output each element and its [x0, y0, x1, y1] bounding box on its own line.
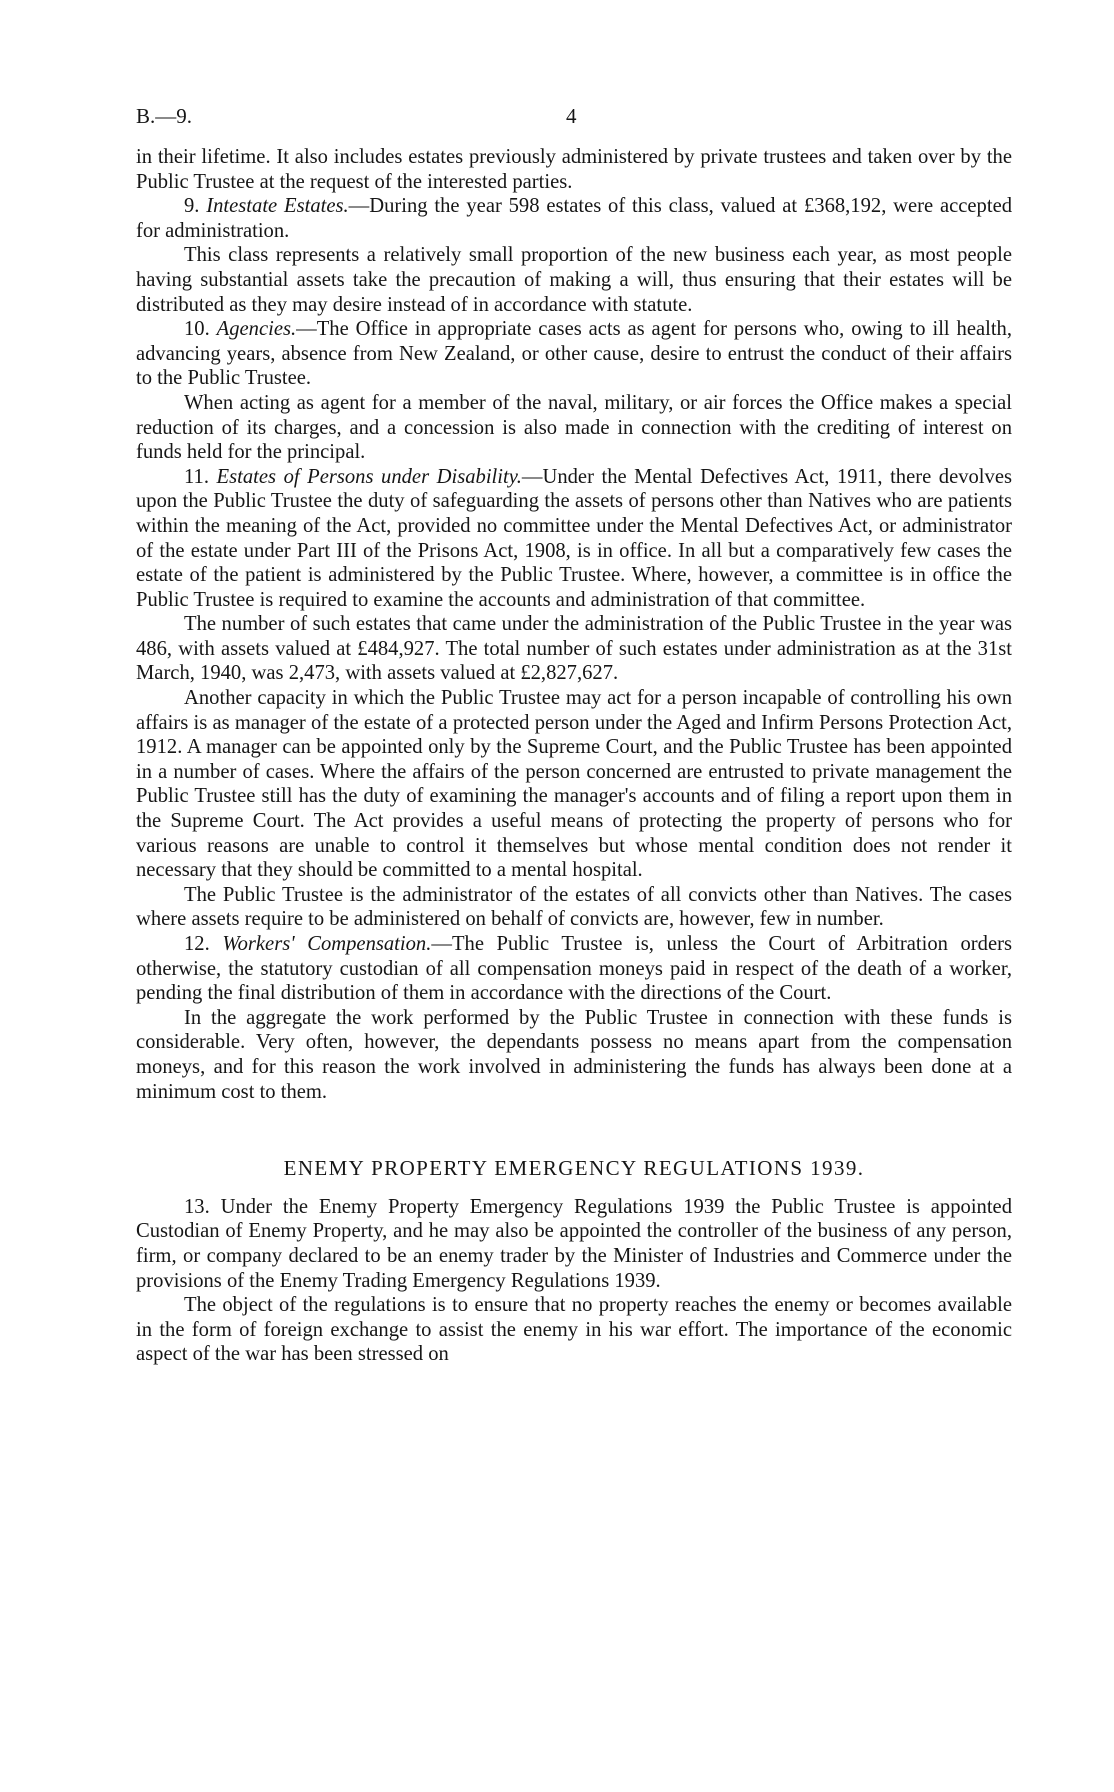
paragraph-heading: Estates of Persons under Disability. [216, 465, 522, 488]
paragraph-number: 10. [184, 318, 210, 341]
paragraph-heading: Agencies. [216, 318, 297, 341]
paragraph-persons-under-disability [136, 465, 1012, 613]
section-title: ENEMY PROPERTY EMERGENCY REGULATIONS 1939. [283, 1156, 865, 1181]
paragraph-number: 11. [184, 465, 209, 488]
paragraph: When acting as agent for a member of the naval, military, or air forces the Office makes a special reduction of its charges, and a concession is also made in connection with the crediting of interest on funds held for the principal. [136, 391, 1012, 464]
page-number: 4 [566, 104, 577, 128]
paragraph-workers-compensation [136, 932, 1012, 1006]
paragraph-number: 12. [184, 933, 210, 955]
paragraph-heading: Workers' Compensation. [222, 933, 432, 955]
paragraph: Another capacity in which the Public Trustee may act for a person incapable of controlling his own affairs is as manager of the estate of a protected person under the Aged and Infirm Persons Protection Act, 1912. A manager can be appointed only by the Supreme Court, and the Public Trustee has been appointed in a number of cases. Where the affairs of the person concerned are entrusted to private management the Public Trustee still has the duty of examining the manager's accounts and of filing a report upon them in the Supreme Court. The Act provides a useful means of protecting the property of persons who for various reasons are unable to control it themselves but whose mental condition does not render it necessary that they should be committed to a mental hospital. [136, 687, 1012, 882]
paragraph: The Public Trustee is the administrator of the estates of all convicts other than Natives. The cases where assets require to be administered on behalf of convicts are, however, few in number. [136, 883, 1012, 931]
paragraph-text: —Under the Mental Defectives Act, 1911, there devolves upon the Public Trustee the duty of safeguarding the assets of persons other than Natives who are patients within the meaning of the Act, provided no committee under the Mental Defectives Act, or administrator of the estate under Part III of the Prisons Act, 1908, is in office. In all but a comparatively few cases the estate of the patient is administered by the Public Trustee. Where, however, a committee is in office the Public Trustee is required to examine the accounts and administration of that committee. [136, 465, 1012, 611]
paragraph-text: —The Office in appropriate cases acts as agent for persons who, owing to ill health, advancing years, absence from New Zealand, or other cause, desire to entrust the conduct of their affairs to the Public Trustee. [136, 318, 1012, 390]
paragraph-agencies [136, 317, 1012, 391]
page-header [136, 104, 1012, 132]
paragraph-text: —The Public Trustee is, unless the Court of Arbitration orders otherwise, the statutory custodian of all compensation moneys paid in respect of the death of a worker, pending the final distribution of them in accordance with the directions of the Court. [136, 933, 1012, 1005]
paragraph: This class represents a relatively small proportion of the new business each year, as most people having substantial assets take the precaution of making a will, thus ensuring that their estates will be distributed as they may desire instead of in accordance with statute. [136, 244, 1012, 316]
paragraph-heading: Intestate Estates. [206, 195, 349, 218]
document-reference: B.—9. [136, 104, 193, 128]
paragraph-continuation: in their lifetime. It also includes estates previously administered by private trustees and taken over by the Public Trustee at the request of the interested parties. [136, 146, 1012, 193]
paragraph-text: —During the year 598 estates of this class, valued at £368,192, were accepted for administration. [136, 195, 1013, 242]
paragraph: The number of such estates that came under the administration of the Public Trustee in the year was 486, with assets valued at £484,927. The total number of such estates under administration as at the 31st March, 1940, was 2,473, with assets valued at £2,827,627. [136, 613, 1012, 685]
paragraph: In the aggregate the work performed by the Public Trustee in connection with these funds is considerable. Very often, however, the dependants possess no means apart from the compensation moneys, and for this reason the work involved in administering the funds has always been done at a minimum cost to them. [136, 1006, 1012, 1103]
paragraph: The object of the regulations is to ensure that no property reaches the enemy or becomes available in the form of foreign exchange to assist the enemy in his war effort. The importance of the economic aspect of the war has been stressed on [136, 1294, 1012, 1366]
paragraph-number: 9. [184, 195, 200, 218]
paragraph-intestate-estates [136, 194, 1012, 243]
document-body [136, 145, 1012, 1367]
paragraph-enemy-property: 13. Under the Enemy Property Emergency Regulations 1939 the Public Trustee is appointed Custodian of Enemy Property, and he may also be appointed the controller of the business of any person, firm, or company declared to be an enemy trader by the Minister of Industries and Commerce under the provisions of the Enemy Trading Emergency Regulations 1939. [136, 1195, 1012, 1292]
